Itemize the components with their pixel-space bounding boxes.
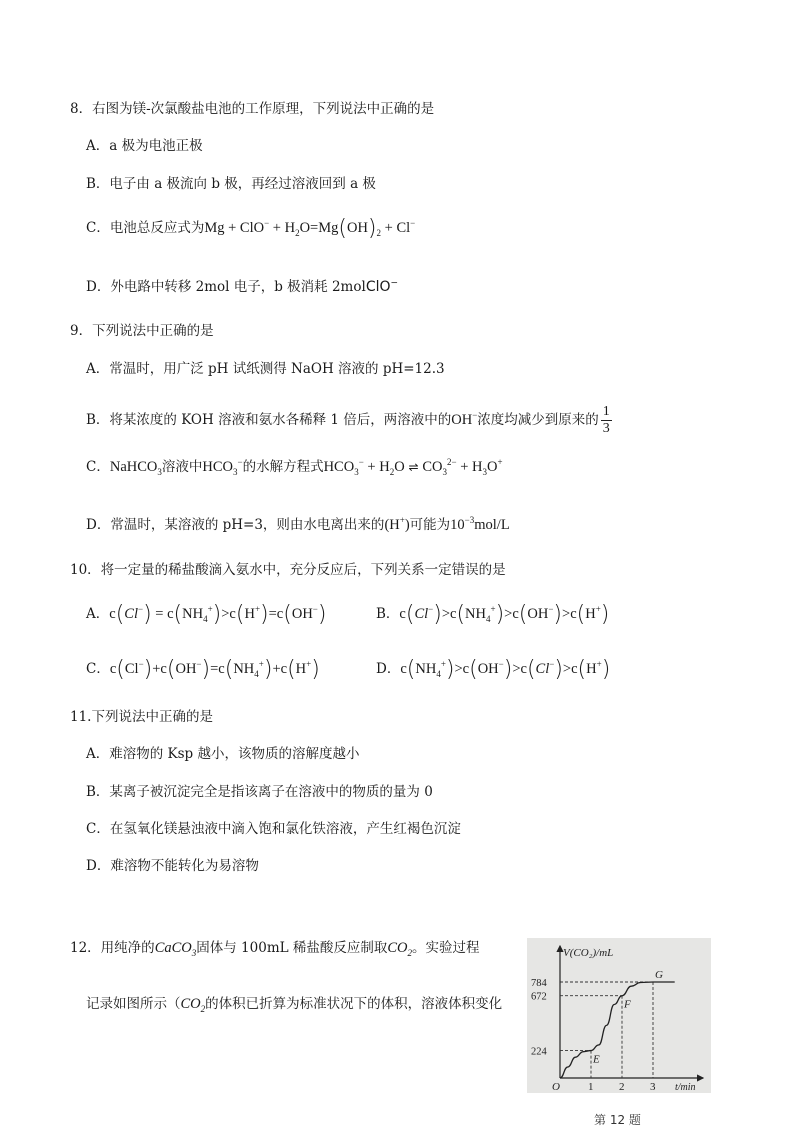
q11-stem: 11.下列说法中正确的是 [70, 709, 213, 725]
q11-option-a: A．难溶物的 Ksp 越小，该物质的溶解度越小 [86, 746, 360, 762]
chart-svg [527, 938, 711, 1093]
y-tick-label: 224 [531, 1046, 547, 1058]
q10-option-b: B．$c(Cl^-)>c(NH_4^+)>c(OH^-)>c(H^+)$ [376, 602, 610, 627]
x-axis-label: t/min [675, 1082, 696, 1093]
q12-stem: 12．用纯净的CaCO$_3$固体与 100mL 稀盐酸反应制取$CO_2$。实验过程 [70, 940, 480, 958]
x-tick-label: 1 [588, 1081, 594, 1093]
point-label: G [655, 969, 663, 981]
point-label: E [593, 1053, 600, 1066]
q8-option-b: B．电子由 a 极流向 b 极，再经过溶液回到 a 极 [86, 176, 376, 192]
data-line [560, 982, 675, 1078]
point-label: F [624, 998, 631, 1011]
y-tick-label: 672 [531, 991, 547, 1003]
q8-option-d: D．外电路中转移 2mol 电子，b 极消耗 2molClO− [86, 278, 399, 295]
q8-stem: 8．右图为镁-次氯酸盐电池的工作原理，下列说法中正确的是 [70, 101, 435, 117]
q11-option-c: C．在氢氧化镁悬浊液中滴入饱和氯化铁溶液，产生红褐色沉淀 [86, 821, 461, 837]
q9-option-a: A．常温时，用广泛 pH 试纸测得 NaOH 溶液的 pH=12.3 [86, 361, 445, 377]
q8-option-a: A．a 极为电池正极 [86, 138, 203, 154]
x-tick-label: 2 [619, 1081, 625, 1093]
q9-option-b: B．将某浓度的 KOH 溶液和氨水各稀释 1 倍后，两溶液中的OH−浓度均减少到原来的 $\frac{1}{3}$ [86, 404, 610, 436]
q10-option-d: D．$c(NH_4^+)>c(OH^-)>c(Cl^-)>c(H^+)$ [376, 657, 611, 682]
q9-option-d: D．常温时，某溶液的 pH=3，则由水电离出来的(H+)可能为$10^{-3}mol/L$ [86, 515, 510, 533]
y-tick-label: 784 [531, 978, 547, 989]
q10-option-a: A．$c(Cl^-) = c(NH_4^+)>c(H^+)=c(OH^-)$ [86, 602, 327, 627]
q12-line2: 记录如图所示（$CO_2$的体积已折算为标准状况下的体积，溶液体积变化 [86, 996, 503, 1014]
fraction-one-third: $\frac{1}{3}$ [602, 404, 610, 436]
page-footer: 第 12 题 [594, 1113, 641, 1127]
q10-stem: 10．将一定量的稀盐酸滴入氨水中，充分反应后，下列关系一定错误的是 [70, 562, 506, 578]
q8-option-c: C．电池总反应式为$Mg + ClO^- + H_2O=Mg(OH)_2 + Cl^-$ [86, 216, 416, 241]
y-axis-label: V(CO₂)/mL [563, 947, 614, 959]
q9-stem: 9．下列说法中正确的是 [70, 323, 214, 339]
q9-option-c: C．NaHCO$_3$溶液中$HCO_3^-$的水解方程式$HCO_3^- + H_2O$ ⇌ $CO_3^{2-} + H_3O^+$ [86, 457, 503, 477]
x-tick-label: O [552, 1081, 560, 1093]
q11-option-d: D．难溶物不能转化为易溶物 [86, 858, 259, 874]
q11-option-b: B．某离子被沉淀完全是指该离子在溶液中的物质的量为 0 [86, 784, 433, 800]
equilibrium-arrow-icon: ⇌ [404, 460, 423, 474]
co2-volume-graph [527, 938, 711, 1093]
q10-option-c: C．$c(Cl^-)+c(OH^-)=c(NH_4^+)+c(H^+)$ [86, 657, 320, 682]
x-tick-label: 3 [650, 1081, 656, 1093]
